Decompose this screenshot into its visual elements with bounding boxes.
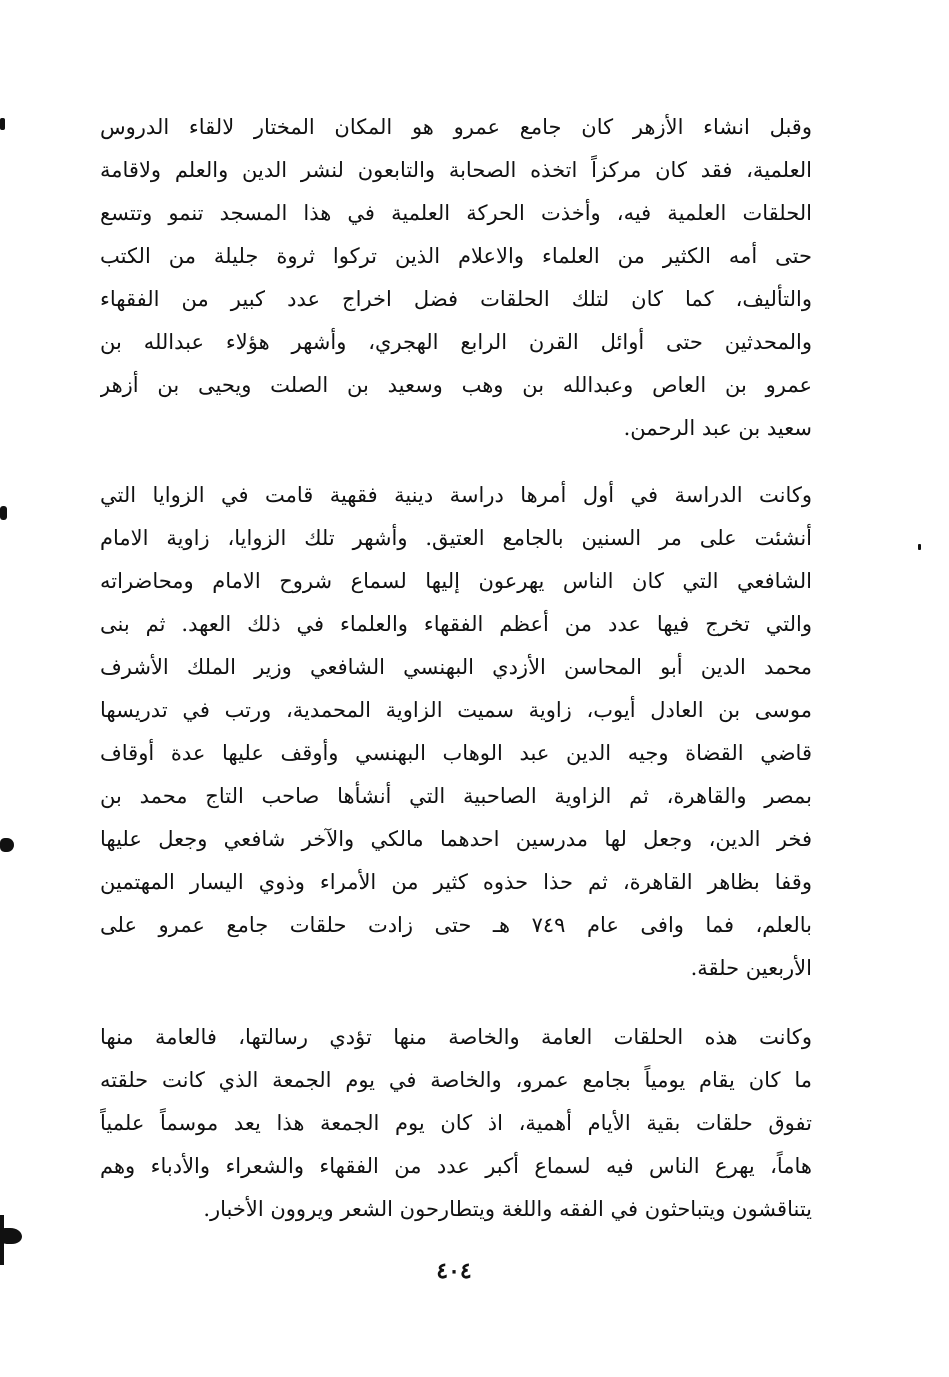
text-line: حتى أمه الكثير من العلماء والاعلام الذين تركوا ثروة جليلة من الكتب [100, 244, 812, 268]
scan-artifact [918, 544, 921, 550]
text-line: وقبل انشاء الأزهر كان جامع عمرو هو المكان المختار لالقاء الدروس [100, 115, 812, 139]
page-number: ٤٠٤ [436, 1258, 472, 1284]
text-line: فخر الدين، وجعل لها مدرسين احدهما مالكي والآخر شافعي وجعل عليها [100, 827, 812, 851]
text-line: الحلقات العلمية فيه، وأخذت الحركة العلمية في هذا المسجد تنمو وتتسع [100, 201, 812, 225]
text-line: يتناقشون ويتباحثون في الفقه واللغة ويتطارحون الشعر ويروون الأخبار. [203, 1197, 812, 1221]
text-line: قاضي القضاة وجيه الدين عبد الوهاب البهنسي وأوقف عليها عدة أوقاف [100, 741, 812, 765]
text-line: والمحدثين حتى أوائل القرن الرابع الهجري، وأشهر هؤلاء عبدالله بن [100, 330, 812, 354]
text-line: بالعلم، فما وافى عام ٧٤٩ هـ حتى زادت حلقات جامع عمرو على [100, 913, 812, 937]
text-line: ما كان يقام يومياً بجامع عمرو، والخاصة في يوم الجمعة الذي كانت حلقته [100, 1068, 812, 1092]
text-line: والتي تخرج فيها عدد من أعظم الفقهاء والعلماء في ذلك العهد. ثم بنى [100, 612, 812, 636]
text-line: بمصر والقاهرة، ثم الزاوية الصاحبية التي أنشأها صاحب التاج محمد بن [100, 784, 812, 808]
scan-artifact [0, 838, 14, 852]
text-line: وكانت هذه الحلقات العامة والخاصة منها تؤدي رسالتها، فالعامة منها [100, 1025, 812, 1049]
text-line: الشافعي التي كان الناس يهرعون إليها لسماع شروح الامام ومحاضراته [100, 569, 812, 593]
text-line: تفوق حلقات بقية الأيام أهمية، اذ كان يوم الجمعة هذا يعد موسماً علمياً [100, 1111, 812, 1135]
text-line: وقفا بظاهر القاهرة، ثم حذا حذوه كثير من الأمراء وذوي اليسار المهتمين [100, 870, 812, 894]
scan-artifact [0, 118, 5, 130]
text-line: موسى بن العادل أيوب، زاوية سميت الزاوية المحمدية، ورتب في تدريسها [100, 698, 812, 722]
paragraph-3 [100, 1016, 812, 1231]
scan-artifact [0, 506, 7, 520]
paragraph-1 [100, 106, 812, 450]
text-line: العلمية، فقد كان مركزاً اتخذه الصحابة والتابعون لنشر الدين والعلم ولاقامة [100, 158, 812, 182]
text-line: هاماً، يهرع الناس فيه لسماع أكبر عدد من الفقهاء والشعراء والأدباء وهم [100, 1154, 812, 1178]
text-line: الأربعين حلقة. [690, 956, 812, 980]
text-line: وكانت الدراسة في أول أمرها دراسة دينية فقهية قامت في الزوايا التي [100, 483, 812, 507]
text-line: عمرو بن العاص وعبدالله بن وهب وسعيد بن الصلت ويحيى بن أزهر [100, 373, 812, 397]
text-line: والتأليف، كما كان لتلك الحلقات فضل اخراج عدد كبير من الفقهاء [100, 287, 812, 311]
text-line: محمد الدين أبو المحاسن الأزدي البهنسي الشافعي وزير الملك الأشرف [100, 655, 812, 679]
text-line: أنشئت على مر السنين بالجامع العتيق. وأشهر تلك الزوايا، زاوية الامام [100, 526, 812, 550]
text-line: سعيد بن عبد الرحمن. [623, 416, 812, 440]
paragraph-2 [100, 474, 812, 990]
scan-artifact [0, 1215, 4, 1265]
